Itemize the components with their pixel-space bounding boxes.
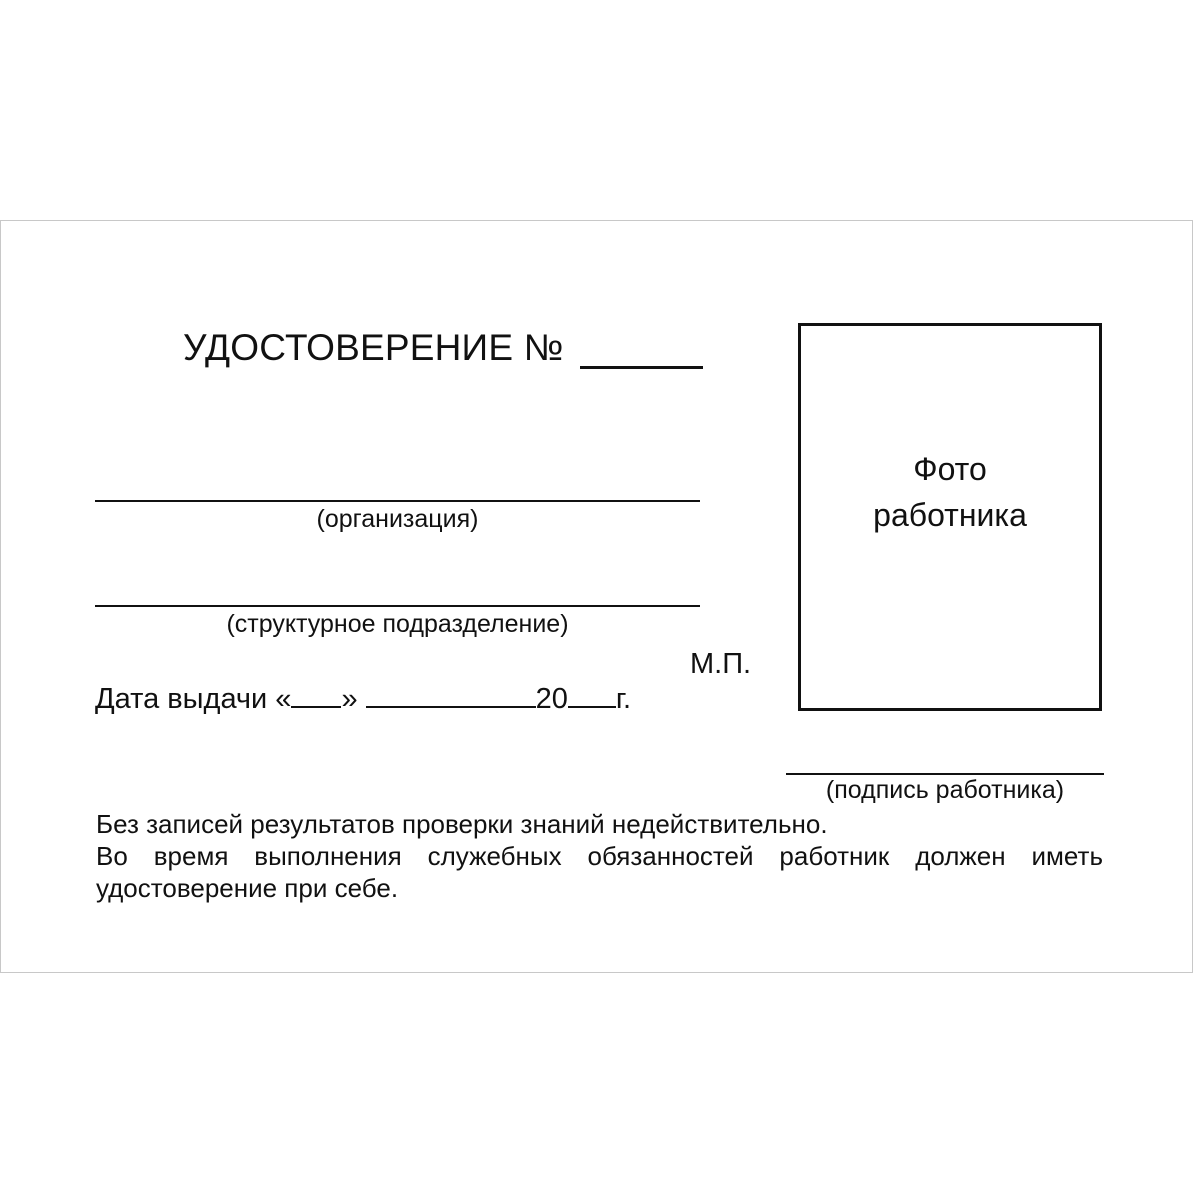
validity-note: [96, 808, 1103, 904]
issue-date-prefix: Дата выдачи «: [95, 683, 292, 715]
department-caption: (структурное подразделение): [226, 610, 569, 638]
note-line-3: удостоверение при себе.: [96, 873, 399, 903]
issue-month-blank: [366, 678, 536, 708]
photo-label-line1: Фото: [913, 451, 987, 487]
issue-day-blank: [291, 678, 341, 708]
note-line-2: Во время выполнения служебных обязанностей работник должен иметь: [96, 841, 1103, 871]
issue-date-quote-close: »: [341, 683, 358, 715]
certificate-number-blank: [580, 366, 703, 369]
organization-caption: (организация): [316, 505, 479, 533]
organization-line: [95, 500, 700, 502]
issue-date-row: [95, 678, 631, 719]
note-line-1: Без записей результатов проверки знаний недействительно.: [96, 809, 828, 839]
stamp-place-label: М.П.: [690, 648, 752, 680]
issue-year-suffix: г.: [615, 683, 632, 715]
department-line: [95, 605, 700, 607]
photo-label-line2: работника: [873, 497, 1027, 533]
photo-placeholder-label: [798, 446, 1102, 538]
signature-caption: (подпись работника): [825, 776, 1065, 804]
issue-year-blank: [568, 678, 616, 708]
issue-year-prefix: 20: [535, 683, 568, 715]
certificate-title: УДОСТОВЕРЕНИЕ №: [183, 327, 564, 368]
